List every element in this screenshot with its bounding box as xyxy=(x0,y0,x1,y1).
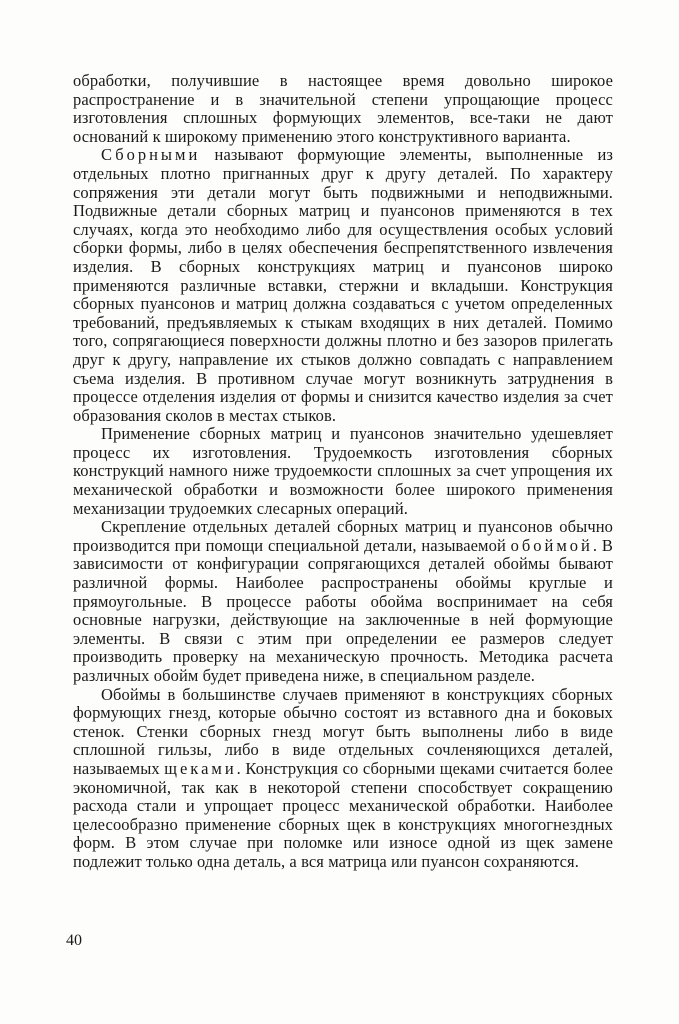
term-oboimoi: обоймой xyxy=(510,535,593,555)
term-sbornymi: Сборными xyxy=(101,145,201,165)
page-number: 40 xyxy=(66,932,82,949)
paragraph-4-text-before: Скрепление отдельных деталей сборных матриц и пуансонов обычно производится при помощи специальной детали, называемой xyxy=(73,517,613,555)
paragraph-1-text: обработки, получившие в настоящее время довольно широкое распространение и в значительной степени упрощающие процесс изготовления сплошных формующих элементов, все-таки не дают оснований к широкому применению этого конструктивного варианта. xyxy=(73,71,613,146)
paragraph-4 xyxy=(73,518,613,685)
paragraph-2-text: называют формующие элементы, выполненные из отдельных плотно пригнанных друг к другу деталей. По характеру сопряжения эти детали могут быть подвижными и неподвижными. Подвижные детали сборных матриц и пуансонов применяются в тех случаях, когда это необходимо либо для осуществления особых условий сборки формы, либо в целях обеспечения беспрепятственного извлечения изделия. В сборных конструкциях матриц и пуансонов широко применяются различные вставки, стержни и вкладыши. Конструкция сборных пуансонов и матриц должна создаваться с учетом определенных требований, предъявляемых к стыкам входящих в них деталей. Помимо того, сопрягающиеся поверхности должны плотно и без зазоров прилегать друг к другу, направление их стыков должно совпадать с направлением съема изделия. В противном случае могут возникнуть затруднения в процессе отделения изделия от формы и снизится качество изделия за счет образования сколов в местах стыков. xyxy=(73,145,613,425)
term-shchekami: щеками xyxy=(164,758,237,778)
paragraph-3-text: Применение сборных матриц и пуансонов значительно удешевляет процесс их изготовления. Трудоемкость изготовления сборных конструкций намного ниже трудоемкости сплошных за счет упрощения их механической обработки и возможности более широкого применения механизации трудоемких слесарных операций. xyxy=(73,424,613,518)
paragraph-2 xyxy=(73,146,613,425)
paragraph-4-text-after: . В зависимости от конфигурации сопрягающихся деталей обоймы бывают различной формы. Наиболее распространены обоймы круглые и прямоугольные. В процессе работы обойма воспринимает на себя основные нагрузки, действующие на заключенные в ней формующие элементы. В связи с этим при определении ее размеров следует производить проверку на механическую прочность. Методика расчета различных обойм будет приведена ниже, в специальном разделе. xyxy=(73,535,613,685)
paragraph-5-text-before: Обоймы в большинстве случаев применяют в конструкциях сборных формующих гнезд, которые обычно состоят из вставного дна и боковых стенок. Стенки сборных гнезд могут быть выполнены либо в виде сплошной гильзы, либо в виде отдельных сочленяющихся деталей, называемых xyxy=(73,684,613,778)
paragraph-1 xyxy=(73,72,613,146)
paragraph-3 xyxy=(73,425,613,518)
body-text xyxy=(73,72,613,872)
paragraph-5 xyxy=(73,686,613,872)
paragraph-5-text-after: . Конструкция со сборными щеками считается более экономичной, так как в некоторой степени способствует сокращению расхода стали и упрощает процесс механической обработки. Наиболее целесообразно применение сборных щек в конструкциях многогнездных форм. В этом случае при поломке или износе одной из щек замене подлежит только одна деталь, а вся матрица или пуансон сохраняются. xyxy=(73,758,614,871)
